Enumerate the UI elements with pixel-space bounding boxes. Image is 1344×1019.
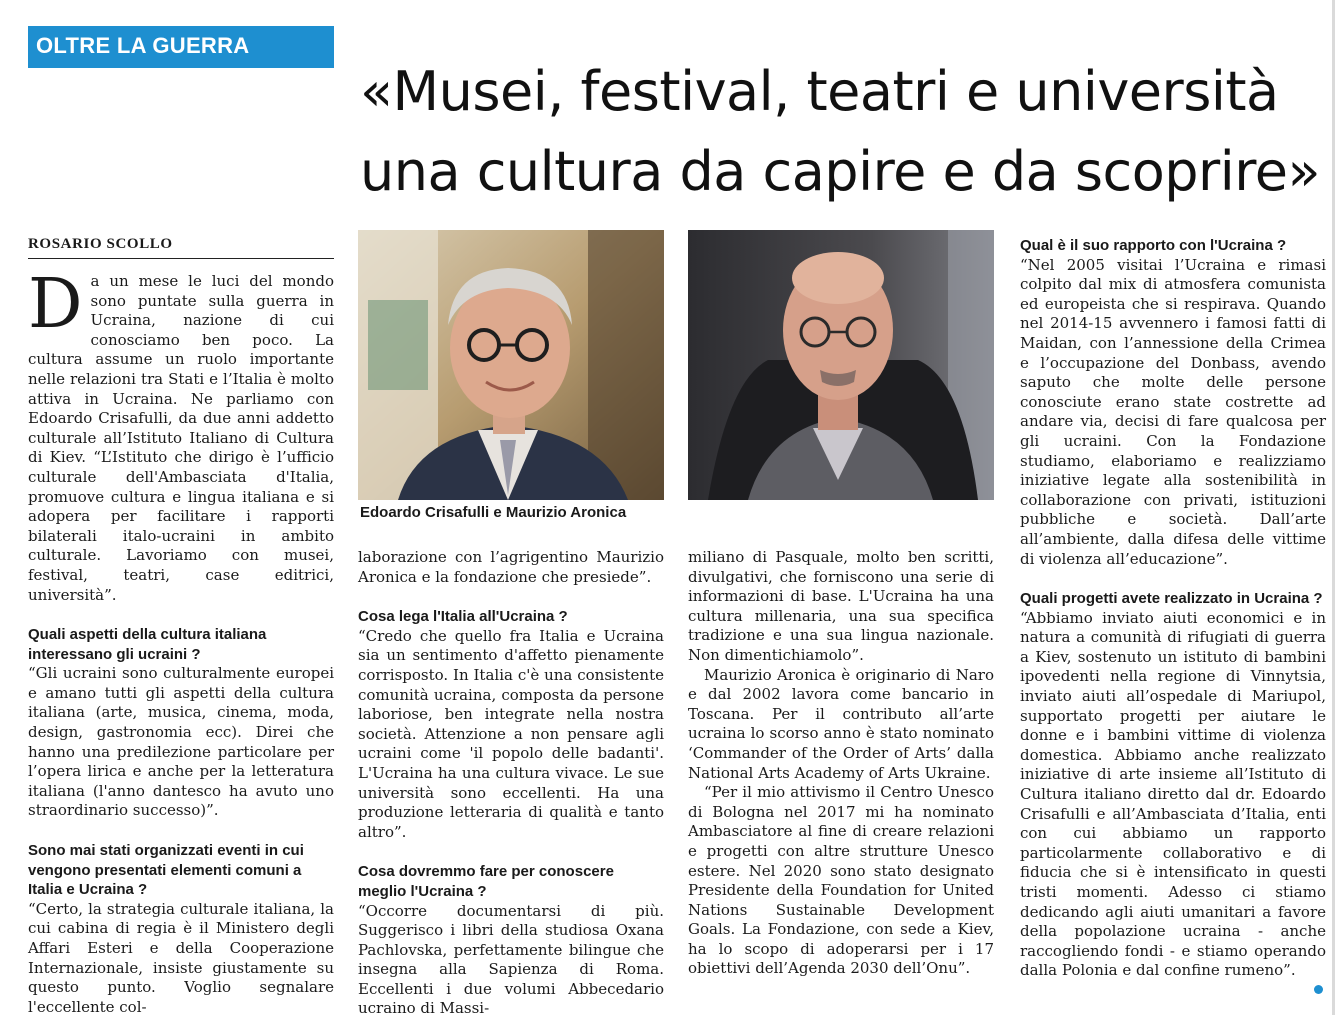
portrait-aronica-image — [688, 230, 994, 500]
headline — [360, 52, 1320, 212]
answer-1: “Gli ucraini sono culturalmente europei e amano tutti gli aspetti della cultura italiana (arte, musica, cinema, moda, design, gastronomia ecc). Direi che hanno una predilezione particolare per l’opera lirica e anche per la letteratura italiana (l'anno dantesco ha avuto uno straordinario successo)”. — [28, 664, 334, 821]
kicker-rule — [28, 66, 334, 68]
drop-cap: D — [28, 276, 83, 334]
question-5: Qual è il suo rapporto con l'Ucraina ? — [1020, 236, 1326, 256]
question-4: Cosa dovremmo fare per conoscere meglio l'Ucraina ? — [358, 862, 664, 901]
answer-5: “Nel 2005 visitai l’Ucraina e rimasi colpito dal mix di atmosfera comunista ed europeista che si respirava. Quando nel 2014-15 avvennero i famosi fatti di Maidan, con l’annessione della Crimea e l’occupazione del Donbass, avendo saputo che molte delle persone conosciute erano state costrette ad andare via, decisi di fare qualcosa per gli ucraini. Con la Fondazione studiamo, elaboriamo e realizziamo iniziative legate alla sostenibilità in collaborazione con privati, istituzioni pubbliche e società. Dall’arte all’ambiente, dalla difesa delle vittime di violenza all’educazione”. — [1020, 256, 1326, 570]
answer-6: “Abbiamo inviato aiuti economici e in natura a comunità di rifugiati di guerra a Kiev, sostenuto un istituto di bambini ipovedenti nella regione di Vinnytsia, inviato aiuti all’ospedale di Mariupol, supportato progetti per aiutare le donne e i bambini vittime di violenza domestica. Abbiamo anche realizzato iniziative di arte insieme all’Istituto di Cultura italiano diretto dal dr. Edoardo Crisafulli e all’Ambasciata d’Italia, enti con cui abbiamo un rapporto particolarmente collaborativo e di fiducia che si è intensificato in questi tristi momenti. Adesso ci stiamo dedicando agli aiuti umanitari a favore della popolazione ucraina - anche raccogliendo fondi - e stiamo operando dalla Polonia e dal confine rumeno”. — [1020, 609, 1326, 981]
answer-2: “Certo, la strategia culturale italiana, la cui cabina di regia è il Ministero degli Affari Esteri e della Cooperazione Internazionale, insiste giustamente su questo punto. Voglio segnalare l'eccellente col- — [28, 900, 334, 1018]
section-kicker: OLTRE LA GUERRA — [28, 26, 334, 66]
byline: ROSARIO SCOLLO — [28, 236, 173, 253]
page-edge-shadow — [1332, 0, 1335, 1015]
headline-line-2: una cultura da capire e da scoprire» — [360, 140, 1320, 203]
lead-text: a un mese le luci del mondo sono puntate sulla guerra in Ucraina, nazione di cui conosciamo ben poco. La cultura assume un ruolo importante nelle relazioni tra Stati e l’Italia è molto attiva in Ucraina. Ne parliamo con Edoardo Crisafulli, da due anni addetto culturale all’Istituto Italiano di Cultura di Kiev. “L’Istituto che dirigo è l’ufficio culturale dell'Ambasciata d'Italia, promuove cultura e lingua italiana e si adopera per facilitare i rapporti bilaterali italo-ucraini in ambito culturale. Lavoriamo con musei, festival, teatri, case editrici, università”. — [28, 272, 334, 604]
aronica-intro-paragraph: Maurizio Aronica è originario di Naro e dal 2002 lavora come bancario in Toscana. Per il contributo all’arte ucraina lo scorso anno è stato nominato ‘Commander of the Order of Arts’ dalla National Arts Academy of Arts Ukraine. — [688, 666, 994, 784]
article-end-dot-icon — [1314, 985, 1323, 994]
aronica-quote-paragraph: “Per il mio attivismo il Centro Unesco di Bologna nel 2017 mi ha nominato Ambasciatore al fine di creare relazioni e progetti con altre strutture Unesco estere. Nel 2020 sono stato designato Presidente della Foundation for United Nations Sustainable Development Goals. La Fondazione, con sede a Kiev, ha lo scopo di adoperarsi per i 17 obiettivi dell’Agenda 2030 dell’Onu”. — [688, 783, 994, 979]
question-2: Sono mai stati organizzati eventi in cui vengono presentati elementi comuni a Italia e Ucraina ? — [28, 841, 334, 900]
continuation-paragraph-2: miliano di Pasquale, molto ben scritti, divulgativi, che forniscono una serie di informazioni di base. L'Ucraina ha una cultura millenaria, una sua specifica tradizione e una sua lingua nazionale. Non dimentichiamolo”. — [688, 548, 994, 666]
photo-maurizio-aronica — [688, 230, 994, 500]
question-3: Cosa lega l'Italia all'Ucraina ? — [358, 607, 664, 627]
byline-rule — [28, 258, 334, 259]
article-column-2 — [358, 548, 664, 1019]
question-6: Quali progetti avete realizzato in Ucraina ? — [1020, 589, 1326, 609]
photo-caption: Edoardo Crisafulli e Maurizio Aronica — [360, 504, 626, 521]
article-column-3 — [688, 548, 994, 979]
article-column-1 — [28, 272, 334, 1017]
answer-4: “Occorre documentarsi di più. Suggerisco i libri della studiosa Oxana Pachlovska, perfettamente bilingue che insegna alla Sapienza di Roma. Eccellenti i due volumi Abbecedario ucraino di Massi- — [358, 902, 664, 1019]
answer-3: “Credo che quello fra Italia e Ucraina sia un sentimento d'affetto pienamente corrisposto. In Italia c'è una consistente comunità ucraina, composta da persone laboriose, ben integrate nella nostra società. Attenzione a non pensare agli ucraini come 'il popolo delle badanti'. L'Ucraina ha una cultura vivace. Le sue università sono eccellenti. Ha una produzione letteraria di qualità e tanto altro”. — [358, 627, 664, 843]
question-1: Quali aspetti della cultura italiana interessano gli ucraini ? — [28, 625, 334, 664]
continuation-paragraph: laborazione con l’agrigentino Maurizio Aronica e la fondazione che presiede”. — [358, 548, 664, 587]
headline-line-1: «Musei, festival, teatri e università — [360, 60, 1279, 123]
article-column-4 — [1020, 236, 1326, 981]
photo-edoardo-crisafulli — [358, 230, 664, 500]
lead-paragraph — [28, 272, 334, 605]
portrait-crisafulli-image — [358, 230, 664, 500]
